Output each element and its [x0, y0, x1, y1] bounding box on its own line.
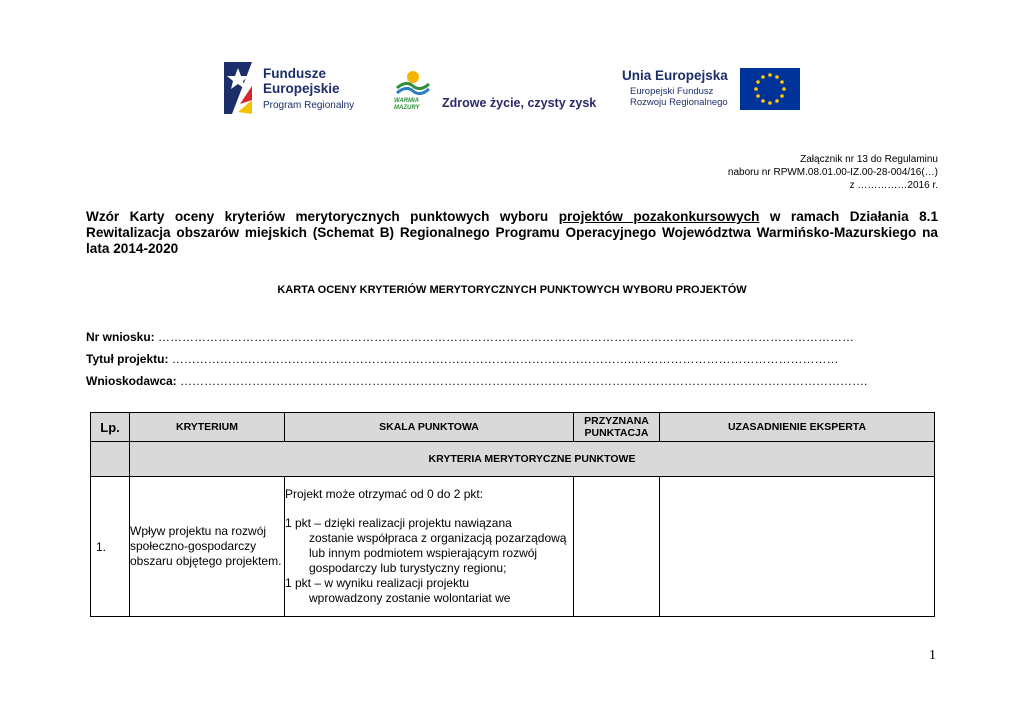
ue-subtitle-line2: Rozwoju Regionalnego	[630, 97, 728, 108]
header-przyznana-line2: PUNKTACJA	[584, 427, 649, 439]
field-label: Wnioskodawca:	[86, 374, 177, 388]
field-dots: …………………………………………………………………………………………………………………………………………………………	[154, 330, 855, 344]
warmia-name-line2: MAZURY	[394, 105, 420, 111]
fundusze-europejskie-emblem-icon	[222, 60, 256, 116]
warmia-mazury-name	[394, 98, 420, 112]
field-tytul-projektu	[86, 352, 938, 366]
title-part-2: w ramach Działania 8.1 Rewitalizacja obszarów miejskich (Schemat B) Regionalnego Programu Operacyjnego Województwa Warmińsko-Mazurskiego na lata 2014-2020	[86, 209, 939, 256]
row-scale	[285, 477, 574, 617]
fundusze-title-line2: Europejskie	[263, 81, 340, 96]
fundusze-title	[263, 66, 340, 96]
field-dots: ……………………………………………………………………………………………………………………………………………………….	[176, 374, 868, 388]
field-nr-wniosku	[86, 330, 938, 344]
annex-line-1: Załącznik nr 13 do Regulaminu	[800, 154, 938, 165]
annex-note	[538, 153, 938, 192]
fundusze-europejskie-logo	[222, 60, 362, 116]
header-kryterium: KRYTERIUM	[130, 413, 285, 442]
field-label: Nr wniosku:	[86, 330, 155, 344]
scale-item-1-rest: zostanie współpraca z organizacją pozarządową lub innym podmiotem wspierającym rozwój gospodarczy lub turystyczny regionu;	[309, 531, 567, 575]
row-score-cell[interactable]	[574, 477, 660, 617]
fundusze-title-line1: Fundusze	[263, 66, 326, 81]
field-wnioskodawca	[86, 374, 938, 388]
header-uzasadnienie-eksperta: UZASADNIENIE EKSPERTA	[660, 413, 935, 442]
warmia-mazury-emblem-icon	[394, 66, 432, 98]
scale-intro: Projekt może otrzymać od 0 do 2 pkt:	[285, 487, 484, 501]
row-lp: 1.	[91, 477, 130, 617]
warmia-mazury-logo	[392, 66, 597, 116]
table-section-row	[91, 442, 935, 477]
row-justification-cell[interactable]	[660, 477, 935, 617]
evaluation-table	[90, 412, 935, 617]
row-criterion: Wpływ projektu na rozwój społeczno-gospodarczy obszaru objętego projektem.	[130, 477, 285, 617]
ue-subtitle-line1: Europejski Fundusz	[630, 86, 714, 97]
warmia-name-line1: WARMIA	[394, 98, 419, 104]
field-label: Tytuł projektu:	[86, 352, 169, 366]
annex-line-2: naboru nr RPWM.08.01.00-IZ.00-28-004/16(…)	[727, 167, 938, 178]
annex-line-3: z ……………2016 r.	[849, 180, 938, 191]
ue-title: Unia Europejska	[622, 68, 728, 83]
warmia-slogan: Zdrowe życie, czysty zysk	[442, 96, 597, 110]
section-lp-cell	[91, 442, 130, 477]
field-dots: ……………………………………………………………………………………………………..……………………………………………	[168, 352, 839, 366]
eu-flag-icon	[740, 68, 800, 110]
scale-item-1-first: 1 pkt – dzięki realizacji projektu nawiązana	[285, 516, 512, 530]
table-header-row	[91, 413, 935, 442]
page-number: 1	[929, 648, 936, 663]
fundusze-subtitle: Program Regionalny	[263, 100, 355, 111]
section-title: KRYTERIA MERYTORYCZNE PUNKTOWE	[130, 442, 935, 477]
document-title	[86, 209, 938, 257]
header-przyznana-line1: PRZYZNANA	[584, 415, 649, 427]
header-lp: Lp.	[91, 413, 130, 442]
ue-subtitle	[630, 86, 728, 108]
title-underlined: projektów pozakonkursowych	[558, 209, 760, 224]
header-skala-punktowa: SKALA PUNKTOWA	[285, 413, 574, 442]
card-heading: KARTA OCENY KRYTERIÓW MERYTORYCZNYCH PUNKTOWYCH WYBORU PROJEKTÓW	[277, 284, 747, 296]
title-part-1: Wzór Karty oceny kryteriów merytorycznych punktowych wyboru	[86, 209, 559, 224]
scale-item-2-first: 1 pkt – w wyniku realizacji projektu	[285, 576, 470, 590]
table-row	[91, 477, 935, 617]
unia-europejska-logo	[620, 66, 802, 112]
scale-item-2-rest: wprowadzony zostanie wolontariat we	[309, 591, 511, 605]
header-przyznana-punktacja	[574, 413, 660, 442]
